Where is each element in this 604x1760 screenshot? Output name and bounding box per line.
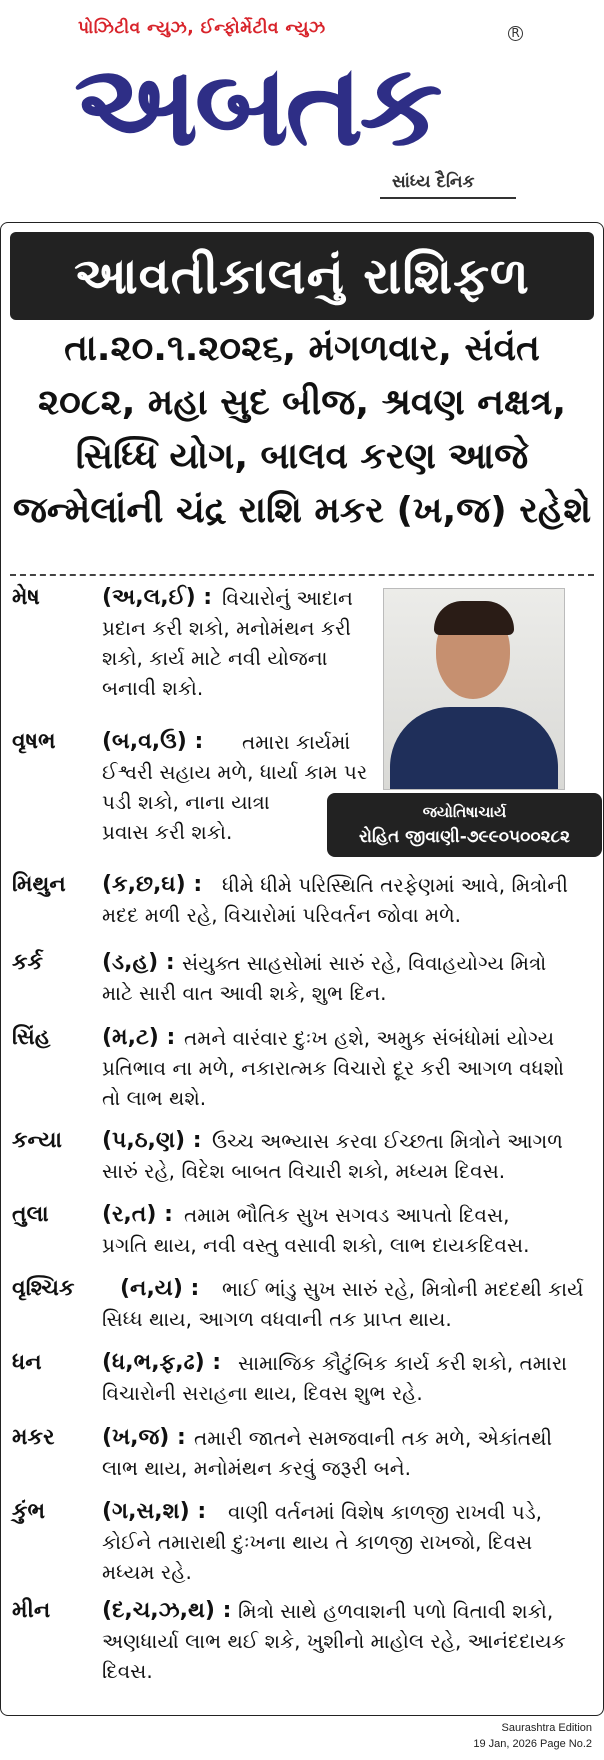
rashi-name: વૃશ્ચિક	[12, 1276, 75, 1301]
date-line: જન્મેલાંની ચંદ્ર રાશિ મકર (ખ,જ) રહેશે	[12, 490, 592, 531]
rashi-letters: (ન,ય) :	[120, 1276, 200, 1301]
astrologer-caption	[327, 793, 602, 857]
rashi-name: સિંહ	[12, 1025, 51, 1050]
registered-mark: R	[508, 26, 523, 41]
edition-label: Saurashtra Edition	[501, 1722, 592, 1734]
rashi-line: તમને વારંવાર દુઃખ હશે, અમુક સંબંધોમાં યોગ્ય	[184, 1026, 555, 1050]
date-line: તા.૨૦.૧.૨૦૨૬, મંગળવાર, સંવંત	[64, 328, 540, 369]
rashi-line: તમારા કાર્યમાં	[242, 730, 351, 754]
rashi-line: પડી શકો, નાના યાત્રા	[102, 790, 270, 814]
rashi-name: મીન	[12, 1598, 51, 1623]
rashi-line: દિવસ.	[102, 1659, 153, 1683]
astrologer-photo	[383, 588, 565, 790]
rashi-name: કર્ક	[12, 950, 44, 975]
rashi-name: ધન	[12, 1350, 42, 1375]
rashi-line: મિત્રો સાથે હળવાશની પળો વિતાવી શકો,	[238, 1599, 554, 1623]
rashi-line: તમામ ભૌતિક સુખ સગવડ આપતો દિવસ,	[184, 1203, 510, 1227]
rashi-line: સારું રહે, વિદેશ બાબત વિચારી શકો, મધ્યમ દિવસ.	[102, 1159, 506, 1183]
rashi-line: મદદ મળી રહે, વિચારોમાં પરિવર્તન જોવા મળે.	[102, 903, 462, 927]
astrologer-name-phone: રોહિત જીવાણી-૭૯૯૦૫૦૦૨૮૨	[359, 827, 570, 847]
rashi-letters: (ધ,ભ,ફ,ઢ) :	[102, 1350, 222, 1375]
rashi-line: બનાવી શકો.	[102, 676, 204, 700]
rashi-line: મધ્યમ રહે.	[102, 1560, 192, 1584]
newspaper-logo: અબતક	[74, 50, 439, 161]
rashi-line: પ્રદાન કરી શકો, મનોમંથન કરી	[102, 616, 352, 640]
rashi-line: કોઈને તમારાથી દુઃખના થાય તે કાળજી રાખજો, દિવસ	[102, 1530, 533, 1554]
rashi-name: વૃષભ	[12, 729, 56, 754]
tagline: પોઝિટીવ ન્યુઝ, ઈન્ફોર્મેટીવ ન્યુઝ	[78, 18, 326, 38]
rashi-letters: (ગ,સ,શ) :	[102, 1499, 207, 1524]
rashi-line: સંયુક્ત સાહસોમાં સારું રહે, વિવાહયોગ્ય મિત્રો	[182, 951, 547, 975]
rashi-letters: (ડ,હ) :	[102, 950, 175, 975]
rashi-letters: (અ,લ,ઈ) :	[102, 585, 213, 610]
rashi-line: સામાજિક કૌટુંબિક કાર્ય કરી શકો, તમારા	[238, 1351, 568, 1375]
rashi-line: ઉચ્ચ અભ્યાસ કરવા ઈચ્છતા મિત્રોને આગળ	[212, 1129, 563, 1153]
astrologer-title: જયોતિષાચાર્ય	[422, 803, 507, 821]
rashi-name: મિથુન	[12, 872, 66, 897]
rashi-line: શકો, કાર્ય માટે નવી યોજના	[102, 646, 328, 670]
section-divider	[10, 574, 594, 576]
rashi-line: ભાઈ ભાંડુ સુખ સારું રહે, મિત્રોની મદદથી કાર્ય	[222, 1277, 584, 1301]
date-page-label: 19 Jan, 2026 Page No.2	[473, 1738, 592, 1750]
rashi-line: તો લાભ થશે.	[102, 1086, 207, 1110]
rashi-name: કન્યા	[12, 1128, 62, 1153]
page-footer	[473, 1720, 592, 1752]
rashi-name: મેષ	[12, 585, 40, 610]
rashi-letters: (મ,ટ) :	[102, 1025, 176, 1050]
page-title: આવતીકાલનું રાશિફળ	[10, 232, 594, 320]
rashi-letters: (ર,ત) :	[102, 1202, 173, 1227]
rashi-name: મકર	[12, 1425, 55, 1450]
rashi-letters: (દ,ચ,ઝ,થ) :	[102, 1598, 232, 1623]
rashi-line: પ્રવાસ કરી શકો.	[102, 820, 233, 844]
rashi-line: વિચારોનું આદાન	[222, 586, 353, 610]
rashi-line: ધીમે ધીમે પરિસ્થિતિ તરફેણમાં આવે, મિત્રોની	[222, 873, 569, 897]
rashi-line: માટે સારી વાત આવી શકે, શુભ દિન.	[102, 981, 387, 1005]
rashi-name: તુલા	[12, 1202, 49, 1227]
rashi-letters: (ક,છ,ઘ) :	[102, 872, 203, 897]
rashi-line: ઈશ્વરી સહાય મળે, ધાર્યા કામ પર	[102, 760, 368, 784]
rashi-line: પ્રતિભાવ ના મળે, નકારાત્મક વિચારો દૂર કરી આગળ વધશો	[102, 1056, 565, 1080]
photo-shirt	[390, 707, 558, 790]
rashi-letters: (ખ,જ) :	[102, 1425, 186, 1450]
rashi-letters: (પ,ઠ,ણ) :	[102, 1128, 202, 1153]
masthead-subtitle: સાંધ્ય દૈનિક	[392, 172, 475, 192]
rashi-line: વિચારોની સરાહના થાય, દિવસ શુભ રહે.	[102, 1381, 423, 1405]
rashi-name: કુંભ	[12, 1499, 46, 1524]
rashi-line: તમારી જાતને સમજવાની તક મળે, એકાંતથી	[194, 1426, 553, 1450]
date-line: ૨૦૮૨, મહા સુદ બીજ, શ્રવણ નક્ષત્ર,	[37, 382, 567, 423]
masthead	[0, 0, 604, 205]
rashi-line: વાણી વર્તનમાં વિશેષ કાળજી રાખવી પડે,	[228, 1500, 543, 1524]
date-block	[12, 322, 592, 538]
photo-hair	[434, 601, 514, 635]
rashi-letters: (બ,વ,ઉ) :	[102, 729, 204, 754]
rashi-line: પ્રગતિ થાય, નવી વસ્તુ વસાવી શકો, લાભ દાયકદિવસ.	[102, 1233, 530, 1257]
rashi-line: સિધ્ધ થાય, આગળ વધવાની તક પ્રાપ્ત થાય.	[102, 1307, 452, 1331]
subtitle-underline	[380, 197, 516, 199]
rashi-line: અણધાર્યા લાભ થઈ શકે, ખુશીનો માહોલ રહે, આનંદદાયક	[102, 1629, 566, 1653]
rashi-line: લાભ થાય, મનોમંથન કરવું જરૂરી બને.	[102, 1456, 412, 1480]
date-line: સિધ્ધિ યોગ, બાલવ કરણ આજે	[75, 436, 529, 477]
